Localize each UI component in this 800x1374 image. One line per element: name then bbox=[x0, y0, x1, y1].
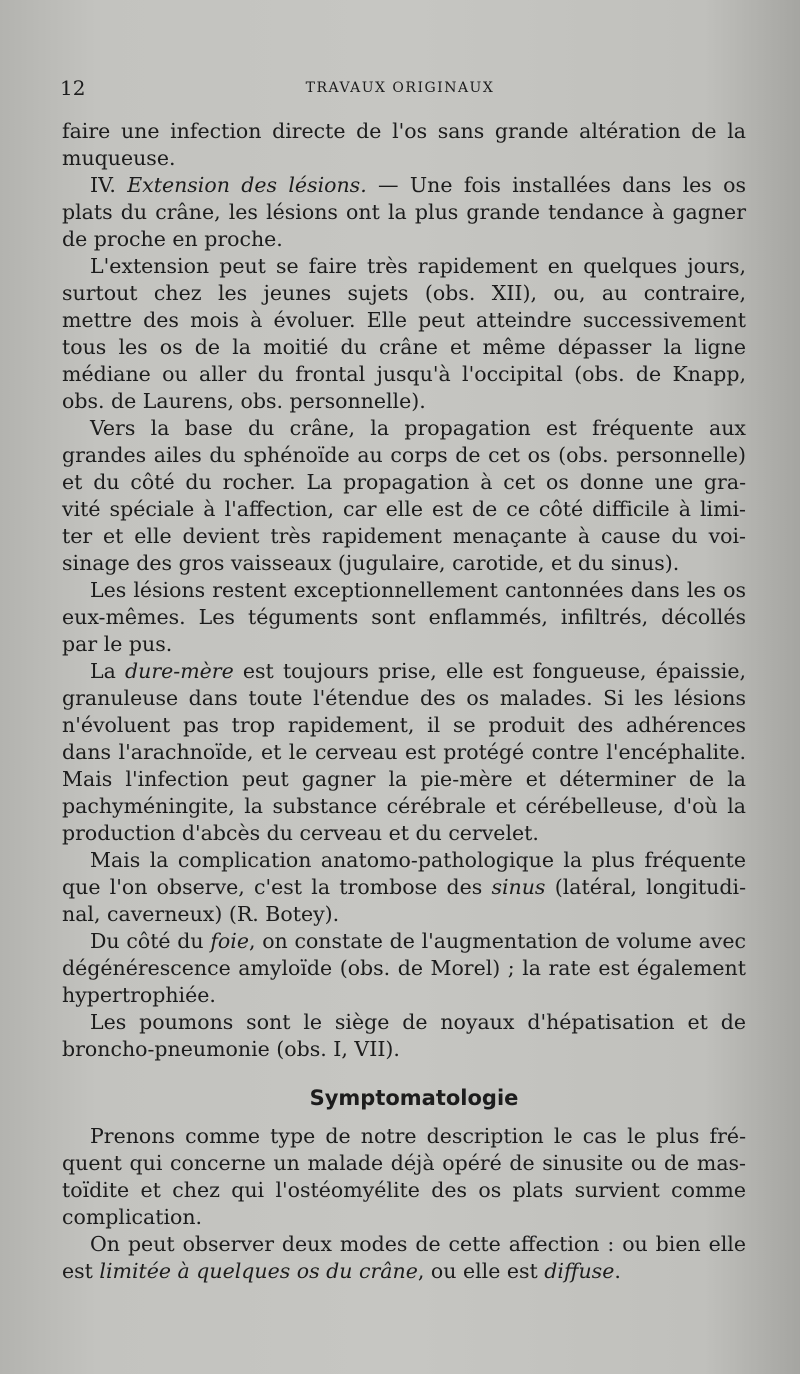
page-number: 12 bbox=[60, 76, 86, 100]
text-line bbox=[62, 658, 746, 685]
text-line: de proche en proche. bbox=[62, 227, 283, 251]
text-run: est toujours prise, elle est fongueuse, épaissie, bbox=[233, 659, 746, 683]
text-line: médiane ou aller du frontal jusqu'à l'occipital (obs. de Knapp, bbox=[62, 362, 746, 386]
text-line: surtout chez les jeunes sujets (obs. XII), ou, au contraire, bbox=[62, 281, 746, 305]
italic-term: diffuse bbox=[544, 1259, 615, 1283]
text-line: faire une infection directe de l'os sans grande altération de la bbox=[62, 119, 746, 143]
text-run: — Une fois installées dans les os bbox=[366, 173, 747, 197]
text-line: n'évoluent pas trop rapidement, il se produit des adhérences bbox=[62, 713, 746, 737]
text-line: L'extension peut se faire très rapidement en quelques jours, bbox=[90, 254, 746, 278]
text-line: obs. de Laurens, obs. personnelle). bbox=[62, 389, 426, 413]
text-line: production d'abcès du cerveau et du cervelet. bbox=[62, 821, 539, 845]
text-line: nal, caverneux) (R. Botey). bbox=[62, 902, 340, 926]
text-run: , on constate de l'augmentation de volume avec bbox=[248, 929, 746, 953]
text-line: Mais l'infection peut gagner la pie-mère et déterminer de la bbox=[62, 767, 746, 791]
text-line: mettre des mois à évoluer. Elle peut atteindre successivement bbox=[62, 308, 746, 332]
text-line: tous les os de la moitié du crâne et même dépasser la ligne bbox=[62, 335, 746, 359]
text-line bbox=[62, 874, 746, 901]
text-run: que l'on observe, c'est la trombose des bbox=[62, 875, 492, 899]
text-run: La bbox=[90, 659, 126, 683]
running-title: TRAVAUX ORIGINAUX bbox=[305, 80, 495, 96]
text-line: eux-mêmes. Les téguments sont enflammés, infiltrés, décollés bbox=[62, 605, 746, 629]
text-line: et du côté du rocher. La propagation à cet os donne une gra- bbox=[62, 470, 746, 494]
text-line: dans l'arachnoïde, et le cerveau est protégé contre l'encéphalite. bbox=[62, 740, 746, 764]
text-line: complication. bbox=[62, 1205, 203, 1229]
section-number: IV. bbox=[90, 173, 128, 197]
italic-term: dure-mère bbox=[125, 659, 234, 683]
section-title: Extension des lésions. bbox=[127, 173, 367, 197]
italic-term: foie bbox=[210, 929, 249, 953]
text-line: ter et elle devient très rapidement menaçante à cause du voi- bbox=[62, 524, 746, 548]
italic-term: limitée à quelques os du crâne bbox=[99, 1259, 418, 1283]
text-run: , ou elle est bbox=[417, 1259, 545, 1283]
section-IV-line bbox=[62, 172, 746, 199]
text-line bbox=[62, 928, 746, 955]
text-line: vité spéciale à l'affection, car elle est de ce côté difficile à limi- bbox=[62, 497, 746, 521]
italic-term: sinus bbox=[491, 875, 546, 899]
text-line: granuleuse dans toute l'étendue des os malades. Si les lésions bbox=[62, 686, 746, 710]
text-line: Mais la complication anatomo-pathologique la plus fréquente bbox=[90, 848, 746, 872]
text-run: est bbox=[62, 1259, 100, 1283]
text-line: Vers la base du crâne, la propagation est fréquente aux bbox=[90, 416, 746, 440]
text-line: On peut observer deux modes de cette affection : ou bien elle bbox=[90, 1232, 746, 1256]
text-line: quent qui concerne un malade déjà opéré de sinusite ou de mas- bbox=[62, 1151, 746, 1175]
text-line: grandes ailes du sphénoïde au corps de cet os (obs. personnelle) bbox=[62, 443, 746, 467]
text-line bbox=[62, 1258, 746, 1285]
text-line: Les poumons sont le siège de noyaux d'hépatisation et de bbox=[90, 1010, 746, 1034]
text-line: Prenons comme type de notre description le cas le plus fré- bbox=[90, 1124, 746, 1148]
page-header bbox=[60, 76, 740, 100]
text-line: Les lésions restent exceptionnellement cantonnées dans les os bbox=[90, 578, 746, 602]
text-line: plats du crâne, les lésions ont la plus grande tendance à gagner bbox=[62, 200, 746, 224]
section-heading: Symptomatologie bbox=[309, 1086, 519, 1110]
text-run: Du côté du bbox=[90, 929, 211, 953]
text-run: (latéral, longitudi- bbox=[545, 875, 746, 899]
text-line: pachyméningite, la substance cérébrale et cérébelleuse, d'où la bbox=[62, 794, 746, 818]
text-line: broncho-pneumonie (obs. I, VII). bbox=[62, 1037, 400, 1061]
text-line: toïdite et chez qui l'ostéomyélite des os plats survient comme bbox=[62, 1178, 746, 1202]
text-line: par le pus. bbox=[62, 632, 173, 656]
text-line: dégénérescence amyloïde (obs. de Morel) ; la rate est également bbox=[62, 956, 746, 980]
text-line: hypertrophiée. bbox=[62, 983, 216, 1007]
text-line: sinage des gros vaisseaux (jugulaire, carotide, et du sinus). bbox=[62, 551, 680, 575]
text-run: . bbox=[614, 1259, 621, 1283]
text-line: muqueuse. bbox=[62, 146, 176, 170]
